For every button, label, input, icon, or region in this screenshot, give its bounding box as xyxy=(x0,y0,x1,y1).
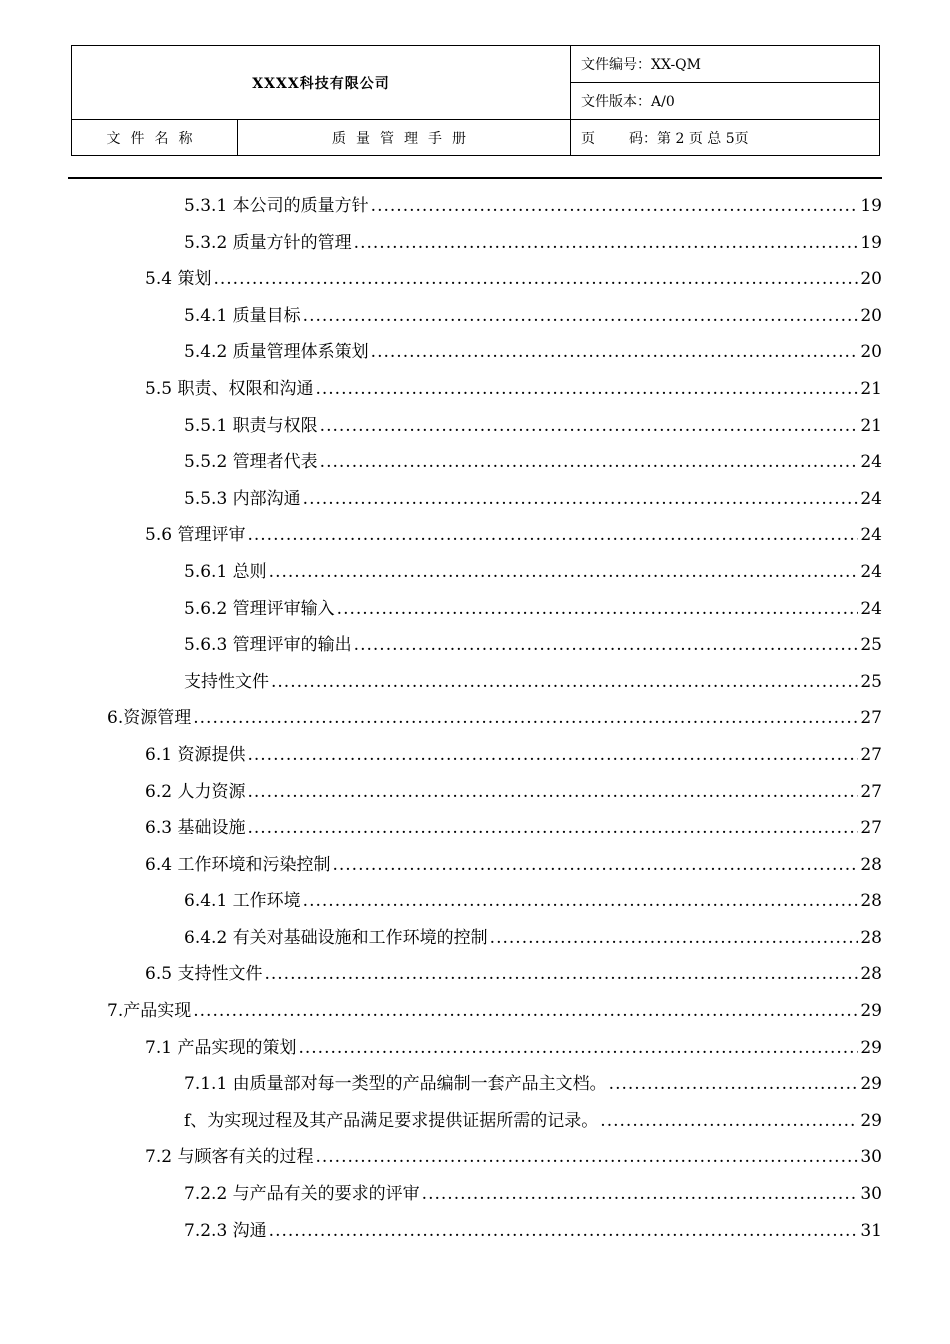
toc-entry[interactable] xyxy=(0,298,950,335)
toc-title: f、为实现过程及其产品满足要求提供证据所需的记录。 xyxy=(184,1110,599,1131)
toc-entry[interactable] xyxy=(0,1030,950,1067)
toc-title: 6.1 资源提供 xyxy=(145,744,246,765)
toc-page: 27 xyxy=(860,708,882,729)
toc-entry[interactable] xyxy=(0,1139,950,1176)
toc-title: 5.5.2 管理者代表 xyxy=(184,452,318,473)
toc-leader xyxy=(271,672,858,692)
toc-page: 19 xyxy=(860,196,882,216)
toc-page: 30 xyxy=(860,1147,882,1168)
toc-entry[interactable] xyxy=(0,554,950,591)
toc-entry[interactable] xyxy=(0,1103,950,1140)
toc-title: 6.5 支持性文件 xyxy=(145,964,263,985)
toc-page: 28 xyxy=(860,854,882,875)
toc-page: 20 xyxy=(860,305,882,326)
toc-page: 29 xyxy=(860,1074,882,1095)
page-label: 页 xyxy=(581,130,596,147)
toc-entry[interactable] xyxy=(0,371,950,408)
toc-title: 5.3.1 本公司的质量方针 xyxy=(184,196,369,216)
toc-leader xyxy=(247,745,858,765)
company-name: XXXX科技有限公司 xyxy=(72,46,571,120)
toc-title: 6.4.1 工作环境 xyxy=(184,891,301,912)
toc-entry[interactable] xyxy=(0,225,950,262)
doc-version: 文件版本：A/0 xyxy=(571,83,880,120)
toc-title: 7.2.3 沟通 xyxy=(184,1220,267,1241)
toc-leader xyxy=(320,452,859,472)
toc-title: 5.6.2 管理评审输入 xyxy=(184,598,335,619)
toc-leader xyxy=(298,1038,858,1058)
page-info xyxy=(571,120,880,156)
toc-page: 24 xyxy=(860,561,882,582)
toc-title: 5.5.1 职责与权限 xyxy=(184,415,318,436)
toc-title: 5.4.2 质量管理体系策划 xyxy=(184,342,369,363)
toc-page: 24 xyxy=(860,525,882,546)
toc-entry[interactable] xyxy=(0,956,950,993)
toc-title: 6.4 工作环境和污染控制 xyxy=(145,854,331,875)
toc-entry[interactable] xyxy=(0,444,950,481)
toc-leader xyxy=(303,306,859,326)
toc-leader xyxy=(213,269,858,289)
toc-entry[interactable] xyxy=(0,883,950,920)
toc-page: 28 xyxy=(860,964,882,985)
toc-leader xyxy=(320,416,859,436)
toc-entry[interactable] xyxy=(0,188,950,225)
toc-page: 28 xyxy=(860,927,882,948)
toc-entry[interactable] xyxy=(0,993,950,1030)
toc-entry[interactable] xyxy=(0,481,950,518)
toc-page: 29 xyxy=(860,1001,882,1022)
toc-leader xyxy=(269,1221,859,1241)
toc-page: 19 xyxy=(860,232,882,253)
toc-title: 支持性文件 xyxy=(184,671,269,692)
toc-entry[interactable] xyxy=(0,737,950,774)
toc-title: 6.2 人力资源 xyxy=(145,781,246,802)
toc-page: 29 xyxy=(860,1110,882,1131)
toc-page: 31 xyxy=(860,1220,882,1241)
toc-title: 6.资源管理 xyxy=(107,708,192,729)
toc-page: 27 xyxy=(860,744,882,765)
toc-entry[interactable] xyxy=(0,627,950,664)
toc-title: 6.3 基础设施 xyxy=(145,818,246,839)
toc-title: 7.1 产品实现的策划 xyxy=(145,1037,297,1058)
toc-leader xyxy=(193,1001,858,1021)
toc-leader xyxy=(247,818,858,838)
toc-page: 28 xyxy=(860,891,882,912)
toc-title: 6.4.2 有关对基础设施和工作环境的控制 xyxy=(184,927,488,948)
toc-entry[interactable] xyxy=(0,774,950,811)
toc-title: 7.2 与顾客有关的过程 xyxy=(145,1147,314,1168)
toc-entry[interactable] xyxy=(0,261,950,298)
toc-leader xyxy=(354,233,859,253)
toc-title: 7.2.2 与产品有关的要求的评审 xyxy=(184,1184,420,1205)
toc-page: 24 xyxy=(860,488,882,509)
toc-page: 20 xyxy=(860,269,882,290)
toc-leader xyxy=(303,891,859,911)
toc-page: 25 xyxy=(860,671,882,692)
toc-title: 5.4 策划 xyxy=(145,269,212,290)
toc-leader xyxy=(332,855,858,875)
toc-page: 21 xyxy=(860,378,882,399)
toc-page: 21 xyxy=(860,415,882,436)
toc-page: 29 xyxy=(860,1037,882,1058)
toc-title: 5.5.3 内部沟通 xyxy=(184,488,301,509)
toc-title: 5.3.2 质量方针的管理 xyxy=(184,232,352,253)
toc-entry[interactable] xyxy=(0,810,950,847)
toc-entry[interactable] xyxy=(0,591,950,628)
toc-title: 5.6.1 总则 xyxy=(184,561,267,582)
toc-leader xyxy=(303,489,859,509)
toc-entry[interactable] xyxy=(0,664,950,701)
toc-entry[interactable] xyxy=(0,1066,950,1103)
toc-page: 24 xyxy=(860,598,882,619)
toc-leader xyxy=(247,525,858,545)
toc-title: 5.6.3 管理评审的输出 xyxy=(184,635,352,656)
toc-leader xyxy=(609,1074,859,1094)
toc-page: 25 xyxy=(860,635,882,656)
toc-page: 27 xyxy=(860,781,882,802)
toc-page: 24 xyxy=(860,452,882,473)
toc-leader xyxy=(600,1111,858,1131)
toc-entry[interactable] xyxy=(0,920,950,957)
toc-leader xyxy=(247,782,858,802)
header-divider xyxy=(68,177,882,179)
toc-page: 27 xyxy=(860,818,882,839)
toc-title: 5.5 职责、权限和沟通 xyxy=(145,378,314,399)
toc-leader xyxy=(315,379,858,399)
page-value: 码：第 2 页 总 5页 xyxy=(629,130,749,147)
toc-leader xyxy=(422,1184,859,1204)
toc-page: 20 xyxy=(860,342,882,363)
toc-entry[interactable] xyxy=(0,700,950,737)
toc-leader xyxy=(269,562,859,582)
toc-entry[interactable] xyxy=(0,517,950,554)
doc-name-label: 文件名称 xyxy=(72,120,238,156)
toc-entry[interactable] xyxy=(0,847,950,884)
toc-leader xyxy=(193,708,858,728)
toc-title: 5.6 管理评审 xyxy=(145,525,246,546)
toc-entry[interactable] xyxy=(0,408,950,445)
toc-leader xyxy=(264,964,858,984)
doc-name-value: 质量管理手册 xyxy=(238,120,571,156)
toc-leader xyxy=(371,196,859,216)
toc-title: 7.1.1 由质量部对每一类型的产品编制一套产品主文档。 xyxy=(184,1074,607,1095)
doc-number: 文件编号：XX-QM xyxy=(571,46,880,83)
toc-leader xyxy=(337,599,859,619)
toc-leader xyxy=(315,1147,858,1167)
toc-page: 30 xyxy=(860,1184,882,1205)
table-of-contents xyxy=(0,188,950,1249)
toc-leader xyxy=(371,342,859,362)
toc-leader xyxy=(490,928,859,948)
document-header xyxy=(71,45,880,156)
toc-title: 7.产品实现 xyxy=(107,1001,192,1022)
toc-entry[interactable] xyxy=(0,1213,950,1250)
toc-title: 5.4.1 质量目标 xyxy=(184,305,301,326)
toc-entry[interactable] xyxy=(0,334,950,371)
toc-entry[interactable] xyxy=(0,1176,950,1213)
toc-leader xyxy=(354,635,859,655)
